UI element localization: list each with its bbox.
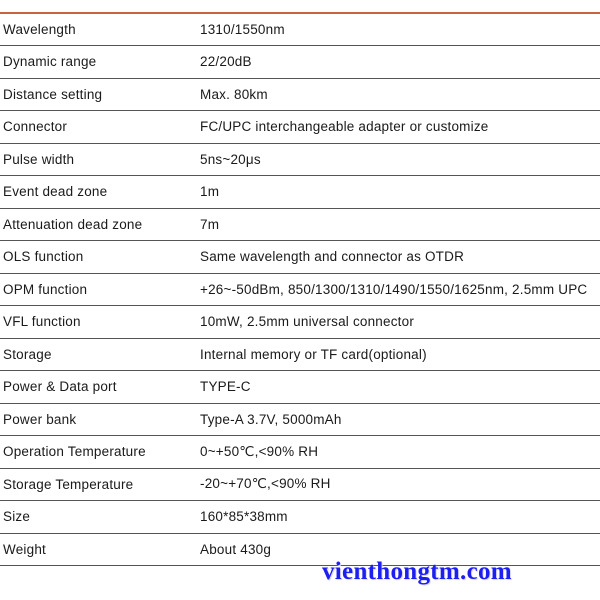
spec-value: 1310/1550nm [200, 22, 285, 37]
spec-row-power-data-port [0, 371, 600, 404]
spec-label: Weight [3, 541, 46, 557]
spec-label: Size [3, 509, 31, 525]
spec-value: 7m [200, 216, 220, 232]
spec-row-distance-setting [0, 79, 600, 112]
spec-row-size [0, 501, 600, 534]
spec-label: OLS function [3, 249, 84, 265]
spec-label: VFL function [3, 314, 81, 330]
spec-value: Max. 80km [200, 86, 268, 102]
spec-row-storage [0, 339, 600, 372]
spec-label: Pulse width [3, 151, 75, 167]
spec-row-opm-function [0, 274, 600, 307]
spec-row-ols-function [0, 241, 600, 274]
spec-row-wavelength [0, 14, 600, 46]
spec-label: Storage [3, 346, 52, 362]
spec-value: 0~+50℃,<90% RH [200, 443, 319, 459]
watermark-text: vienthongtm.com [322, 558, 512, 585]
spec-table [0, 12, 600, 566]
spec-row-storage-temperature [0, 469, 600, 502]
spec-label: Distance setting [3, 86, 103, 102]
spec-value: Internal memory or TF card(optional) [200, 346, 427, 362]
spec-row-vfl-function [0, 306, 600, 339]
spec-value: Same wavelength and connector as OTDR [200, 249, 465, 265]
spec-value: -20~+70℃,<90% RH [200, 476, 331, 492]
spec-value: 10mW, 2.5mm universal connector [200, 314, 415, 330]
spec-row-power-bank [0, 404, 600, 437]
spec-value: 5ns~20μs [200, 151, 261, 167]
spec-value: About 430g [200, 541, 272, 557]
spec-row-connector [0, 111, 600, 144]
spec-value: TYPE-C [200, 379, 251, 395]
spec-label: Attenuation dead zone [3, 216, 143, 232]
spec-row-pulse-width [0, 144, 600, 177]
spec-label: Dynamic range [3, 54, 97, 70]
spec-value: 22/20dB [200, 54, 252, 70]
spec-label: OPM function [3, 281, 88, 297]
spec-label: Wavelength [3, 22, 76, 37]
spec-label: Operation Temperature [3, 444, 146, 460]
spec-value: Type-A 3.7V, 5000mAh [200, 411, 342, 427]
spec-row-operation-temperature [0, 436, 600, 469]
spec-label: Connector [3, 119, 68, 135]
spec-value: FC/UPC interchangeable adapter or customize [200, 119, 489, 135]
spec-label: Power & Data port [3, 379, 117, 395]
spec-row-attenuation-dead-zone [0, 209, 600, 242]
spec-label: Event dead zone [3, 184, 108, 200]
spec-row-event-dead-zone [0, 176, 600, 209]
spec-value: 1m [200, 184, 220, 200]
spec-label: Storage Temperature [3, 476, 134, 492]
spec-value: +26~-50dBm, 850/1300/1310/1490/1550/1625nm, 2.5mm UPC [200, 281, 588, 297]
spec-label: Power bank [3, 411, 77, 427]
spec-value: 160*85*38mm [200, 509, 288, 525]
spec-row-dynamic-range [0, 46, 600, 79]
